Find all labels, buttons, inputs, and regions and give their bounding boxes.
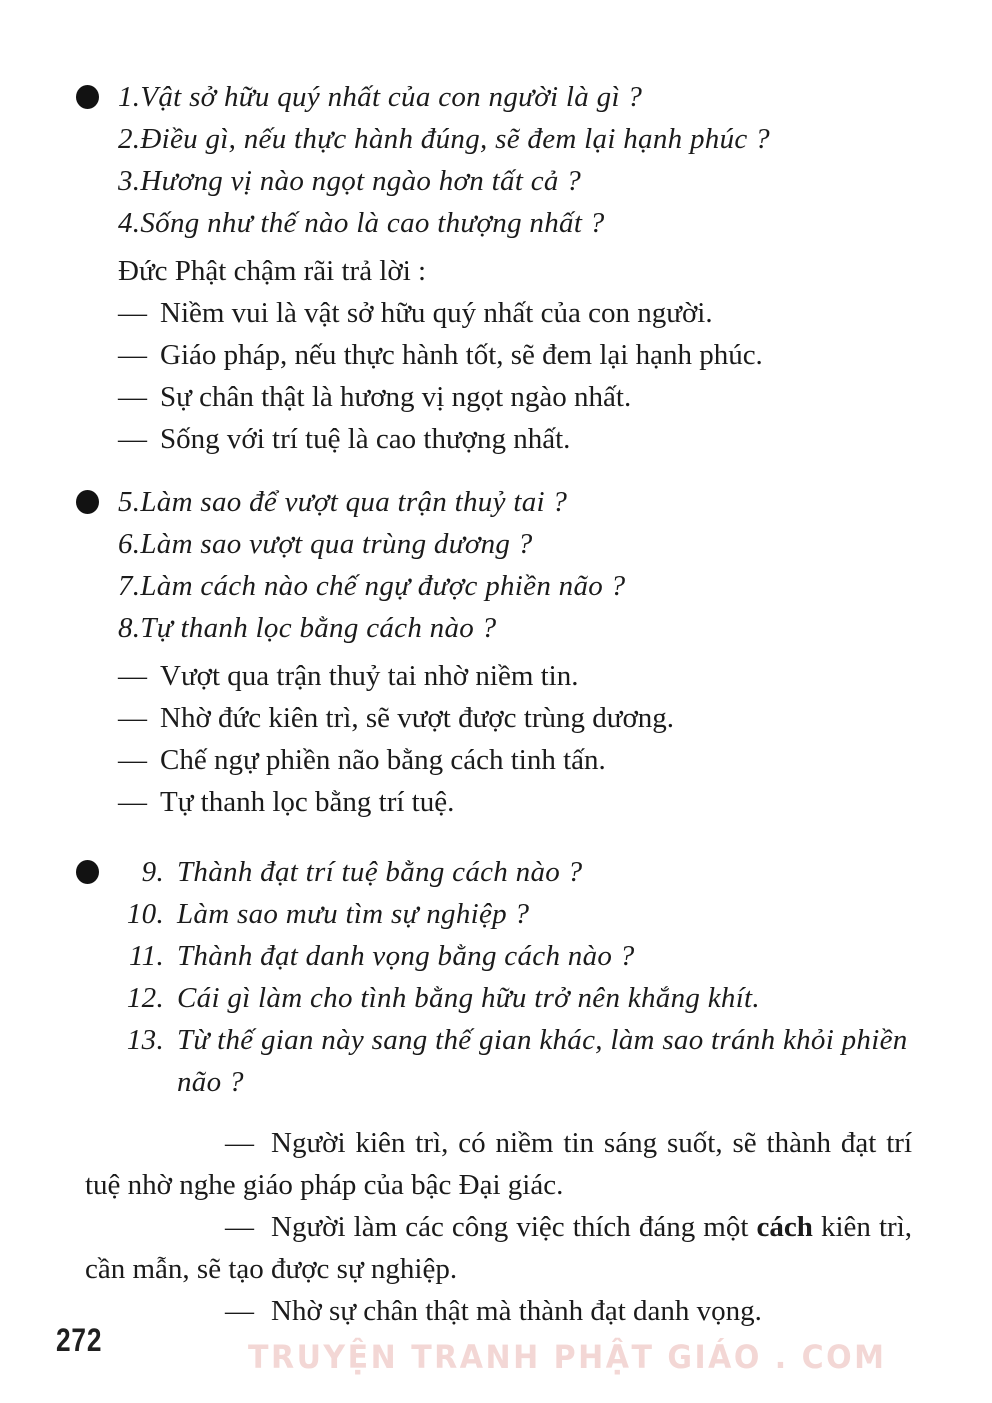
answer-text: Nhờ sự chân thật mà thành đạt danh vọng. xyxy=(271,1295,762,1327)
answer-text: Nhờ đức kiên trì, sẽ vượt được trùng dương. xyxy=(160,702,675,734)
answer-text: Người làm các công việc thích đáng một xyxy=(271,1211,757,1243)
dash-mark: — xyxy=(118,660,147,692)
answer-paragraph-1 xyxy=(85,1122,912,1206)
question-text: Từ thế gian này sang thế gian khác, làm sao tránh khỏi phiền não ? xyxy=(177,1024,908,1098)
question-number: 1. xyxy=(118,81,141,113)
answer-text: Niềm vui là vật sở hữu quý nhất của con người. xyxy=(160,297,713,329)
question-number: 8. xyxy=(118,612,141,644)
question-line-2 xyxy=(118,118,912,160)
answer-paragraph-2 xyxy=(85,1206,912,1290)
question-line-12 xyxy=(118,977,912,1019)
question-line-7 xyxy=(118,565,912,607)
question-number: 3. xyxy=(118,165,141,197)
dash-mark: — xyxy=(118,297,147,329)
answer-text: Giáo pháp, nếu thực hành tốt, sẽ đem lại hạnh phúc. xyxy=(160,339,763,371)
dash-mark: — xyxy=(118,381,147,413)
answer-group-3 xyxy=(85,1122,912,1332)
answer-text: Chế ngự phiền não bằng cách tinh tấn. xyxy=(160,744,606,776)
question-text: Làm sao mưu tìm sự nghiệp ? xyxy=(177,898,530,930)
answer-line-7 xyxy=(118,739,912,781)
question-text: Hương vị nào ngọt ngào hơn tất cả ? xyxy=(140,165,582,197)
bullet-icon xyxy=(76,490,99,514)
question-number: 9. xyxy=(141,856,164,888)
question-text: Thành đạt danh vọng bằng cách nào ? xyxy=(177,940,635,972)
dash-mark: — xyxy=(225,1127,254,1159)
answer-intro: Đức Phật chậm rãi trả lời : xyxy=(118,255,427,287)
question-line-3 xyxy=(118,160,912,202)
question-number: 5. xyxy=(118,486,141,518)
bullet-icon xyxy=(76,85,99,109)
question-line-5 xyxy=(118,481,912,523)
dash-mark: — xyxy=(118,786,147,818)
answer-group-2 xyxy=(118,655,912,823)
answer-text: Người kiên trì, có niềm tin sáng suốt, sẽ thành đạt trí tuệ nhờ nghe giáo pháp của bậc Đại giác. xyxy=(85,1127,912,1201)
question-number: 6. xyxy=(118,528,141,560)
question-text: Vật sở hữu quý nhất của con người là gì ? xyxy=(140,81,643,113)
question-group-3 xyxy=(118,851,912,1103)
question-line-1 xyxy=(118,76,912,118)
dash-mark: — xyxy=(225,1211,254,1243)
answer-line-2 xyxy=(118,334,912,376)
answer-text: Sự chân thật là hương vị ngọt ngào nhất. xyxy=(160,381,632,413)
dash-mark: — xyxy=(225,1295,254,1327)
question-number: 12. xyxy=(126,982,164,1014)
watermark: TRUYỆN TRANH PHẬT GIÁO . COM xyxy=(248,1338,887,1377)
question-number: 11. xyxy=(129,940,164,972)
question-text: Làm cách nào chế ngự được phiền não ? xyxy=(140,570,626,602)
answer-paragraph-3 xyxy=(85,1290,912,1332)
question-number: 10. xyxy=(126,898,164,930)
answer-text-bold: cách xyxy=(756,1211,813,1243)
bullet-icon xyxy=(76,860,99,884)
dash-mark: — xyxy=(118,339,147,371)
dash-mark: — xyxy=(118,744,147,776)
answer-group-1 xyxy=(118,250,912,460)
answer-line-4 xyxy=(118,418,912,460)
answer-line-8 xyxy=(118,781,912,823)
question-text: Làm sao để vượt qua trận thuỷ tai ? xyxy=(140,486,568,518)
answer-line-5 xyxy=(118,655,912,697)
question-text: Làm sao vượt qua trùng dương ? xyxy=(140,528,533,560)
question-line-10 xyxy=(118,893,912,935)
question-number: 13. xyxy=(126,1024,164,1056)
dash-mark: — xyxy=(118,423,147,455)
answer-text: Vượt qua trận thuỷ tai nhờ niềm tin. xyxy=(160,660,579,692)
question-number: 2. xyxy=(118,123,141,155)
answer-text: Sống với trí tuệ là cao thượng nhất. xyxy=(160,423,571,455)
question-number: 4. xyxy=(118,207,141,239)
question-text: Sống như thế nào là cao thượng nhất ? xyxy=(140,207,605,239)
answer-text: Tự thanh lọc bằng trí tuệ. xyxy=(160,786,455,818)
question-text: Cái gì làm cho tình bằng hữu trở nên khắng khít. xyxy=(177,982,760,1014)
question-line-4 xyxy=(118,202,912,244)
answer-line-1 xyxy=(118,292,912,334)
question-line-13 xyxy=(118,1019,912,1103)
question-text: Thành đạt trí tuệ bằng cách nào ? xyxy=(177,856,583,888)
question-group-2 xyxy=(118,481,912,649)
question-number: 7. xyxy=(118,570,141,602)
answer-line-3 xyxy=(118,376,912,418)
answer-text: kiên trì, cần mẫn, sẽ tạo được sự nghiệp. xyxy=(85,1211,912,1285)
question-line-6 xyxy=(118,523,912,565)
answer-line-6 xyxy=(118,697,912,739)
question-line-8 xyxy=(118,607,912,649)
dash-mark: — xyxy=(118,702,147,734)
question-group-1 xyxy=(118,76,912,244)
page-number: 272 xyxy=(56,1322,103,1358)
question-text: Tự thanh lọc bằng cách nào ? xyxy=(140,612,497,644)
question-line-11 xyxy=(118,935,912,977)
question-text: Điều gì, nếu thực hành đúng, sẽ đem lại hạnh phúc ? xyxy=(140,123,770,155)
question-line-9 xyxy=(118,851,912,893)
